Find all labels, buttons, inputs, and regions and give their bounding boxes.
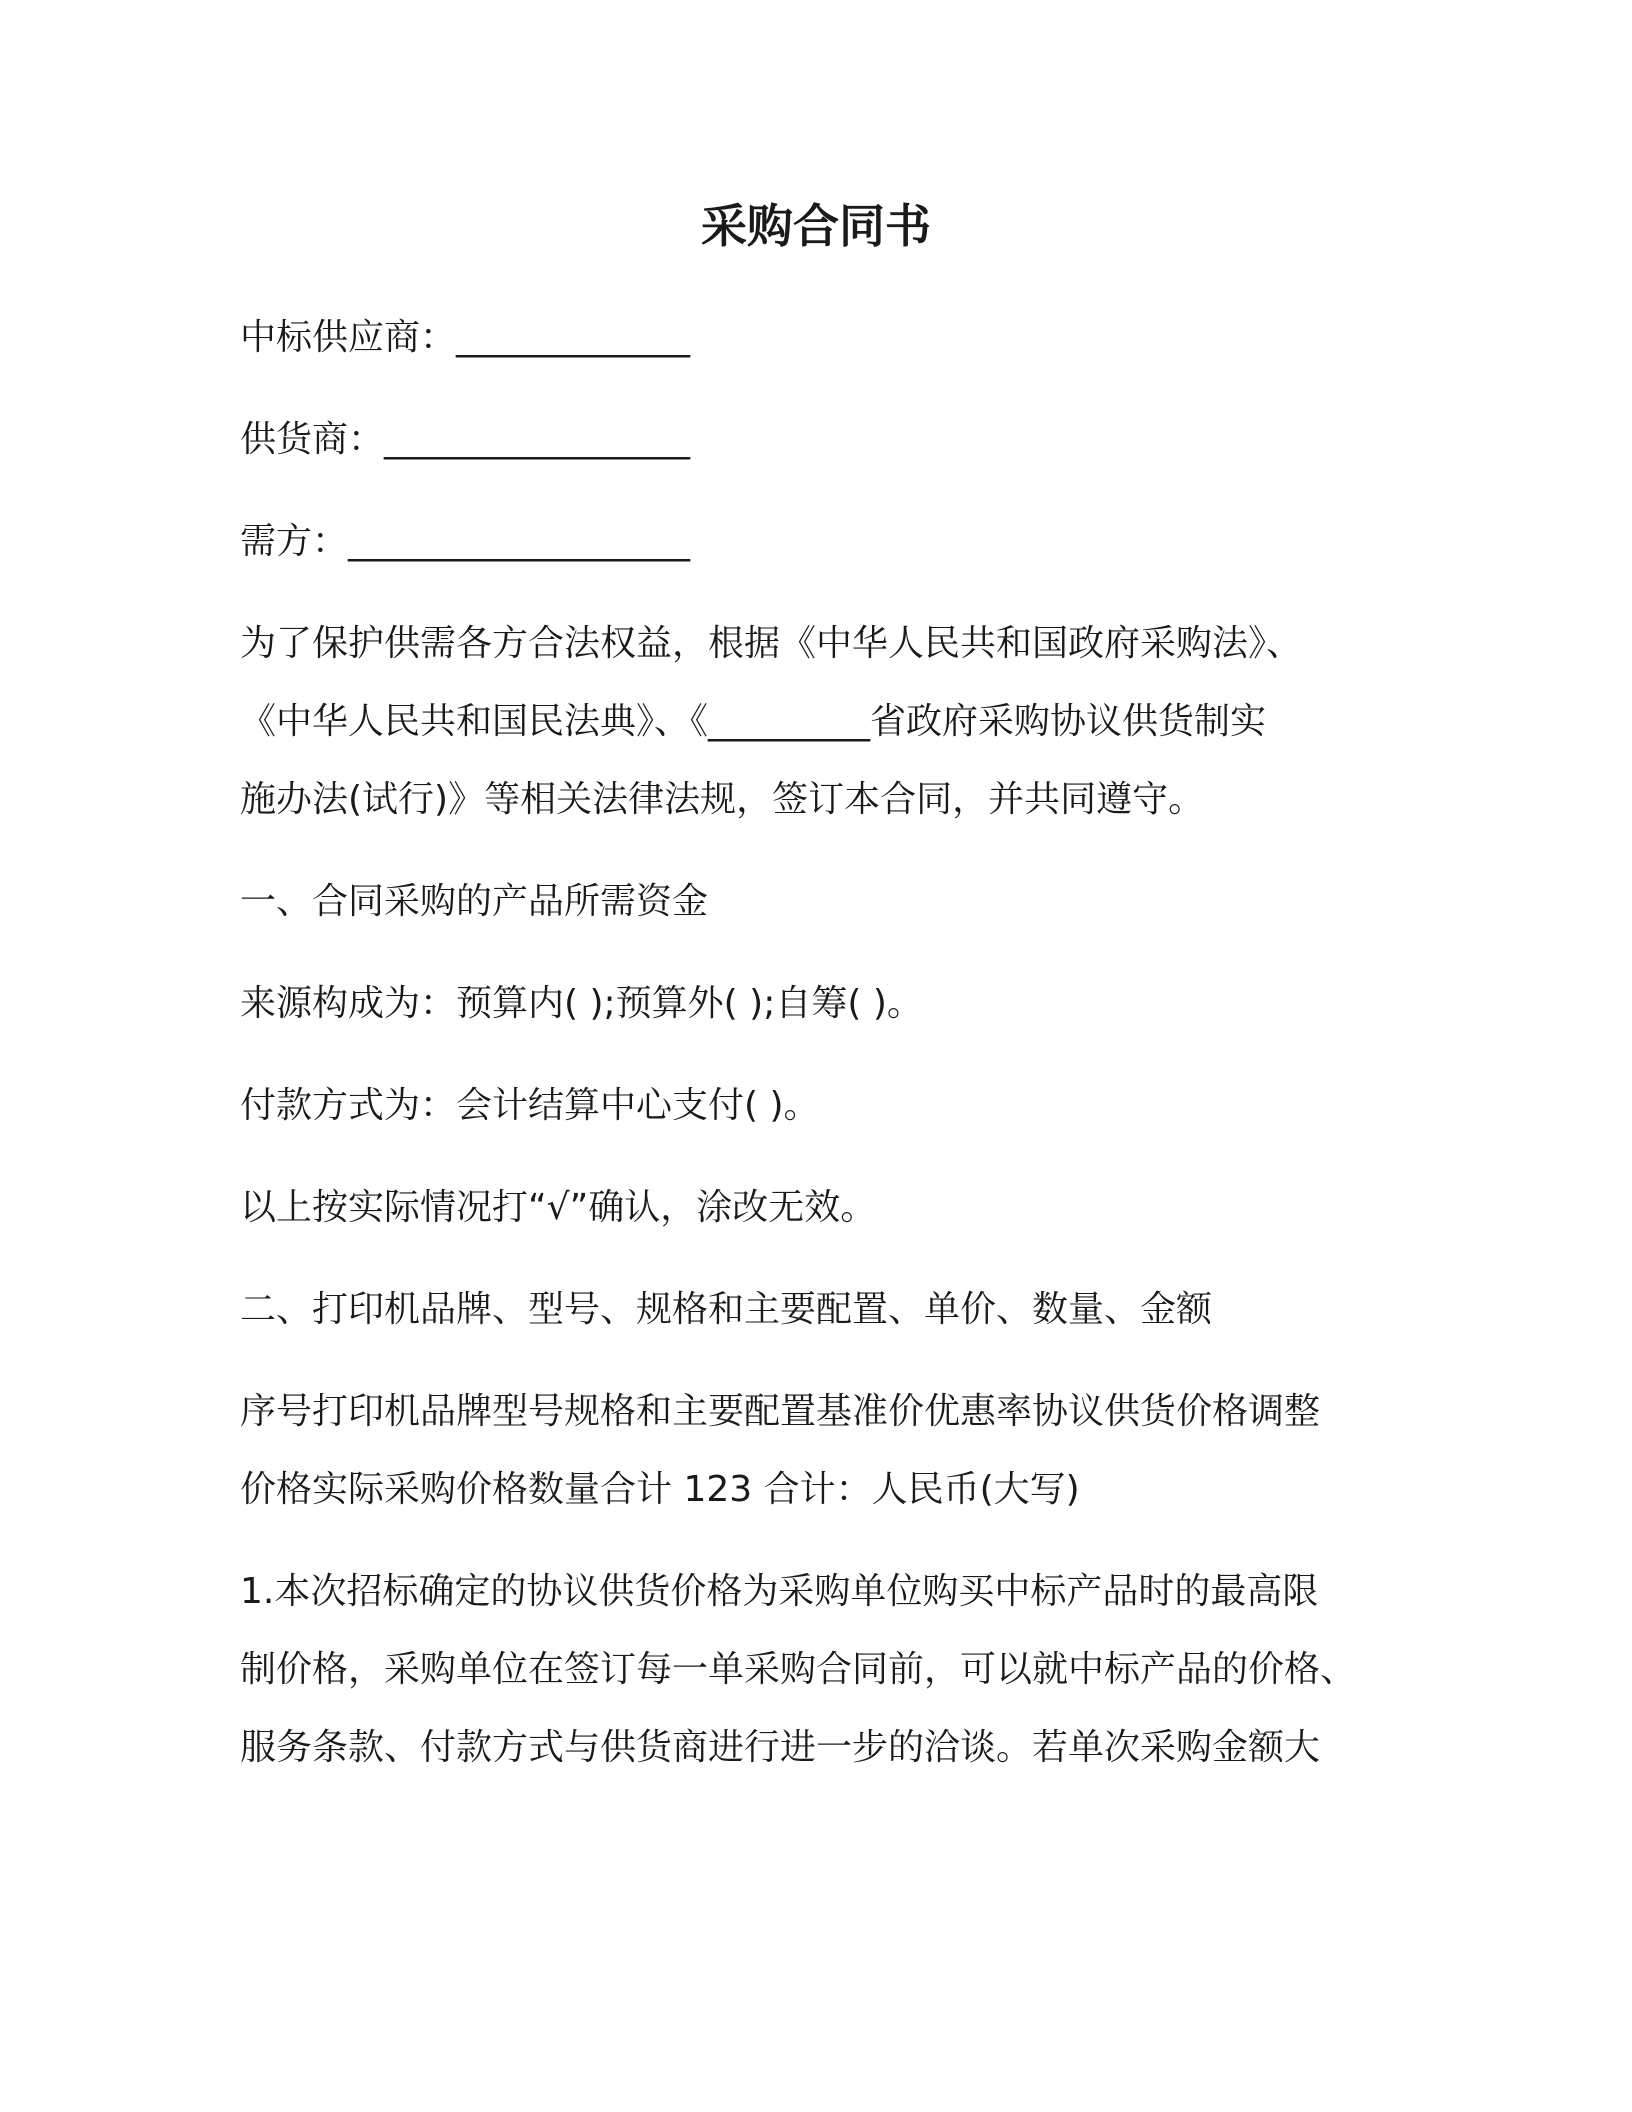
- clause-line: 服务条款、付款方式与供货商进行进一步的洽谈。若单次采购金额大: [240, 1727, 1321, 1768]
- preamble-line: 施办法(试行)》等相关法律法规，签订本合同，并共同遵守。: [240, 779, 1205, 820]
- document-title: 采购合同书: [701, 199, 931, 253]
- supplier-field: 供货商：_________________: [240, 419, 691, 460]
- table-text-line: 价格实际采购价格数量合计 123 合计：人民币(大写): [240, 1469, 1080, 1510]
- clause-line: 制价格，采购单位在签订每一单采购合同前，可以就中标产品的价格、: [240, 1649, 1357, 1690]
- section-1-heading: 一、合同采购的产品所需资金: [240, 881, 709, 922]
- section-2-heading: 二、打印机品牌、型号、规格和主要配置、单价、数量、金额: [240, 1289, 1213, 1330]
- preamble-line: 《中华人民共和国民法典》、《_________省政府采购协议供货制实: [240, 701, 1267, 742]
- clause-line: 1.本次招标确定的协议供货价格为采购单位购买中标产品时的最高限: [240, 1571, 1319, 1612]
- buyer-field: 需方：___________________: [240, 521, 691, 562]
- payment-method-line: 付款方式为：会计结算中心支付( )。: [240, 1085, 820, 1126]
- table-text-line: 序号打印机品牌型号规格和主要配置基准价优惠率协议供货价格调整: [240, 1391, 1321, 1432]
- winning-supplier-field: 中标供应商：_____________: [240, 317, 691, 358]
- confirmation-note: 以上按实际情况打“√”确认，涂改无效。: [240, 1187, 877, 1228]
- funding-source-line: 来源构成为：预算内( );预算外( );自筹( )。: [240, 983, 923, 1024]
- preamble-line: 为了保护供需各方合法权益，根据《中华人民共和国政府采购法》、: [240, 623, 1303, 664]
